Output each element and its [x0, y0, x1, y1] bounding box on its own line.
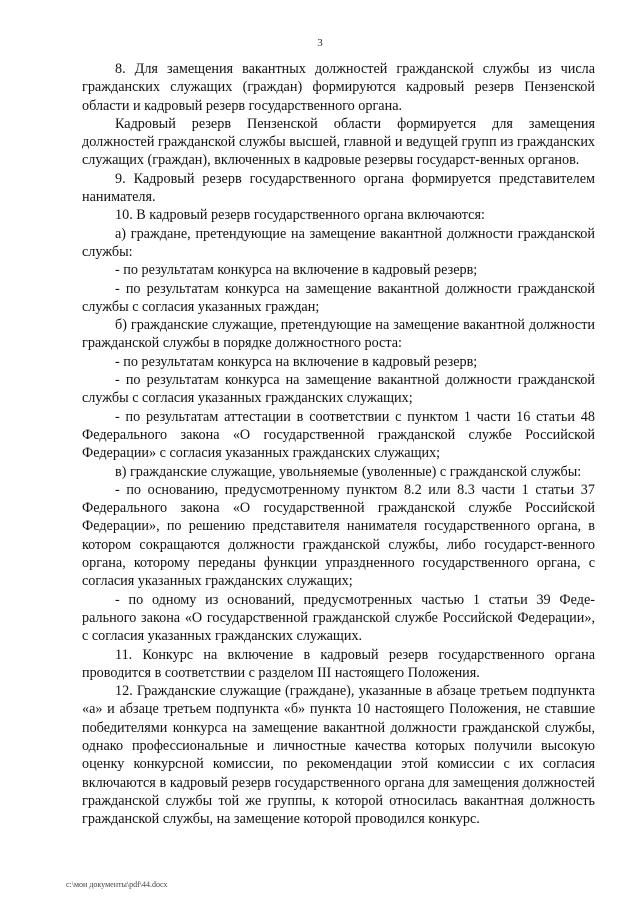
paragraph-11: 11. Конкурс на включение в кадровый резерв государственного органа проводится в соответствии с разделом III настоящего Положения. — [82, 646, 595, 681]
list-item: - по результатам конкурса на включение в кадровый резерв; — [115, 353, 478, 370]
list-item: - по результатам конкурса на замещение вакантной должности гражданской службы с согласия указанных гражданских служащих; — [82, 372, 595, 407]
list-item: - по одному из оснований, предусмотренных частью 1 статьи 39 Феде-рального закона «О государственной гражданской службе Российской Федерации», с согласия указанных гражданских служащих. — [82, 591, 595, 645]
list-item: - по результатам аттестации в соответствии с пунктом 1 части 16 статьи 48 Федерального закона «О государственной гражданской службе Российской Федерации» с согласия указанных гражданских служащих; — [82, 408, 595, 462]
subparagraph-a: а) граждане, претендующие на замещение вакантной должности гражданской службы: — [82, 225, 595, 260]
subparagraph-b: б) гражданские служащие, претендующие на замещение вакантной должности гражданской службы в порядке должностного роста: — [82, 317, 595, 352]
list-item: - по основанию, предусмотренному пунктом 8.2 или 8.3 части 1 статьи 37 Федерального закона «О государственной гражданской службе Российской Федерации», по решению представителя нанимателя государственного органа, в котором сокращаются должности гражданской службы, либо государст-венного органа, которому переданы функции упраздненного государственного органа, с согласия указанных гражданских служащих; — [82, 481, 595, 590]
list-item: - по результатам конкурса на включение в кадровый резерв; — [115, 262, 478, 279]
paragraph-8-cont: Кадровый резерв Пензенской области формируется для замещения должностей гражданской службы высшей, главной и ведущей групп из гражданских служащих (граждан), включенных в кадровые резервы государст-венных органов. — [82, 115, 595, 169]
list-item: - по результатам конкурса на замещение вакантной должности гражданской службы с согласия указанных граждан; — [82, 280, 595, 315]
paragraph-9: 9. Кадровый резерв государственного органа формируется представителем нанимателя. — [82, 170, 595, 206]
document-body — [82, 60, 595, 828]
paragraph-10: 10. В кадровый резерв государственного органа включаются: — [115, 207, 485, 224]
page-number: 3 — [317, 37, 323, 49]
footer-file-path: c:\мои документы\pdf\44.docx — [66, 880, 168, 889]
paragraph-12: 12. Гражданские служащие (граждане), указанные в абзаце третьем подпункта «а» и абзаце третьем подпункта «б» пункта 10 настоящего Положения, не ставшие победителями конкурса на замещение вакантной должности гражданской службы, однако профессиональные и личностные качества которых получили высокую оценку конкурсной комиссии, по рекомендации этой комиссии с их согласия включаются в кадровый резерв государственного органа для замещения должностей гражданской службы той же группы, к которой относилась вакантная должность гражданской службы, на замещение которой проводился конкурс. — [82, 683, 595, 828]
subparagraph-v: в) гражданские служащие, увольняемые (уволенные) с гражданской службы: — [115, 463, 582, 480]
paragraph-8: 8. Для замещения вакантных должностей гражданской службы из числа гражданских служащих (граждан) формируются кадровый резерв Пензенской области и кадровый резерв государственного органа. — [82, 61, 595, 114]
